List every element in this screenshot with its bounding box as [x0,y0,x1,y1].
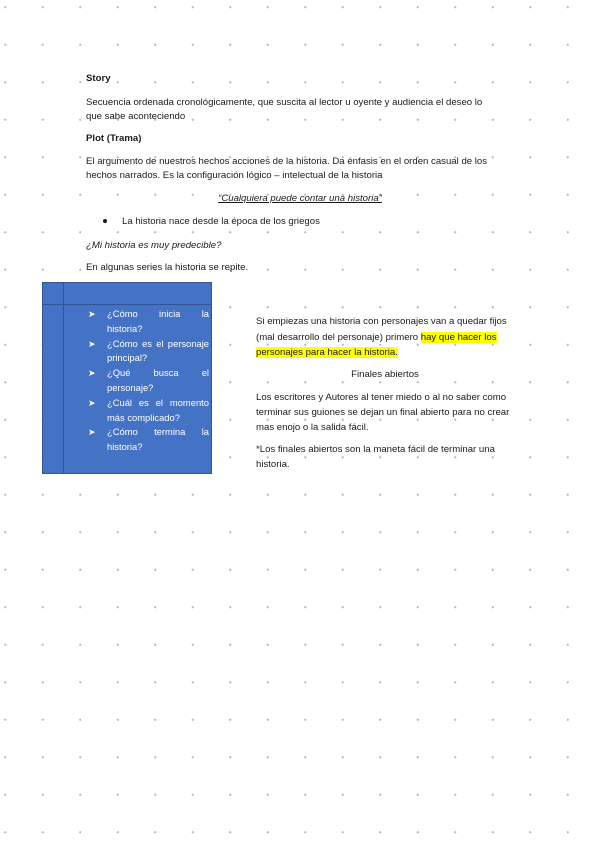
right-para2-line1: Los escritores y Autores al tener miedo o al no saber como [256,392,507,403]
right-para2-line3: mas enojo o la salida fácil. [256,422,369,433]
list-item: ➤ ¿Cómo inicia la historia? [88,308,209,334]
arrow-bullet-icon: ➤ [88,309,96,319]
right-para3-line1: *Los finales abiertos son la maneta fácil de terminar una [256,444,495,455]
plot-text-line1: El argumento de nuestros hechos acciones de la historia. Da énfasis en el orden casual de los [86,156,488,167]
quote-text: “Cualquiera puede contar una historia” [218,193,382,204]
table-column-divider [63,283,64,473]
arrow-bullet-icon: ➤ [88,368,96,379]
right-para1-line1: Si empiezas una historia con personajes van a quedar fijos [256,316,507,327]
story-text-line2: que sabe aconteciendo [86,111,186,122]
arrow-bullet-icon: ➤ [88,338,96,349]
plot-text-line2: hechos narrados. Es la configuración lógico – intelectual de la historia [86,170,383,181]
list-item: ➤ ¿Cómo es el personaje principal? [88,337,209,364]
right-para1-line3 [256,345,398,360]
questions-list [85,307,209,455]
arrow-bullet-icon: ➤ [88,427,96,438]
arrow-bullet-icon: ➤ [88,397,96,408]
series-note: En algunas series la historia se repite. [86,262,249,273]
right-para1-line2: (mal desarrollo del personaje) primero hay que hacer los [256,332,497,343]
question-text: ¿Mi historia es muy predecible? [86,240,222,251]
plot-heading: Plot (Trama) [86,133,142,144]
story-text-line1: Secuencia ordenada cronológicamente, que suscita al lector u oyente y audiencia el deseo lo [86,97,483,108]
list-item: ➤ ¿Qué busca el personaje? [88,367,209,393]
story-heading: Story [86,73,111,84]
right-para3-line2: historia. [256,459,290,470]
highlighted-text: personajes para hacer la historia. [256,347,398,358]
highlighted-text: hay que hacer los [420,332,497,343]
finales-heading: Finales abiertos [351,369,419,380]
list-item: ➤ ¿Cuál es el momento más complicado? [88,396,209,423]
questions-table [42,282,212,474]
right-para2-line2: terminar sus guiones se dejan un final abierto para no crear [256,407,510,418]
table-row-divider [43,304,211,305]
bullet-dot-icon [103,219,107,223]
list-item: ➤ ¿Cómo termina la historia? [88,426,209,453]
bullet-item: La historia nace desde la época de los griegos [122,216,320,227]
